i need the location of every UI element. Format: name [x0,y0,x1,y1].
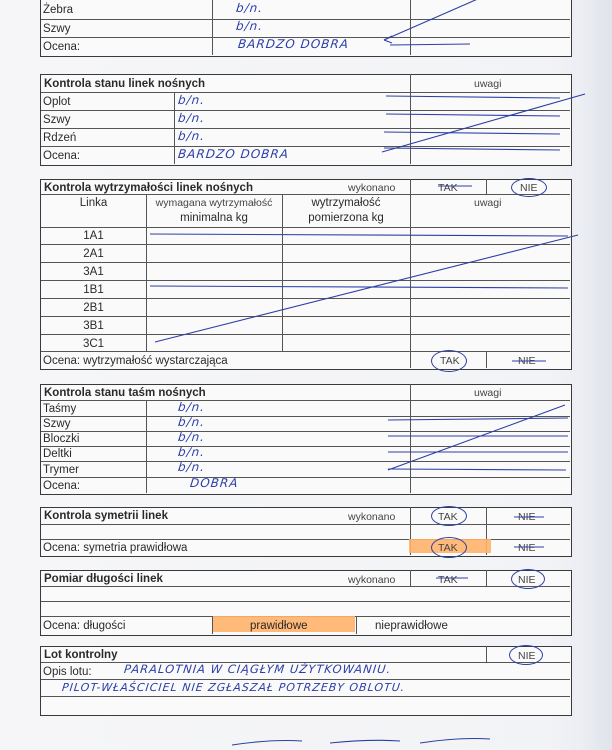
row-label-risers: Taśmy [43,403,77,415]
handwritten-braid: b/n. [177,93,206,107]
line-id-1B1: 1B1 [83,284,104,296]
symmetry-grade: Ocena: symetria prawidłowa [43,542,188,554]
performed-label: wykonano [348,182,396,194]
performed-no: NIE [518,511,536,523]
length-correct: prawidłowe [250,620,308,632]
column-header-line: Linka [79,197,108,209]
handwritten-pulleys: b/n. [177,430,206,444]
row-label-grade: Ocena: [43,150,81,162]
row-label-delta-links: Deltki [43,448,72,460]
handwritten-delta-links: b/n. [177,445,206,459]
circled-no [509,645,543,665]
performed-label: wykonano [348,574,396,586]
row-label-ribs: Żebra [43,4,74,16]
circled-no [511,178,547,197]
circled-yes [431,537,467,558]
section-title: Kontrola stanu taśm nośnych [44,387,206,399]
remarks-header: uwagi [474,387,502,399]
handwritten-flight-note-1: PARALOTNIA W CIĄGŁYM UŻYTKOWANIU. [123,662,393,676]
column-header-required-unit: minimalna kg [180,212,248,224]
section-title: Kontrola wytrzymałości linek nośnych [44,182,253,194]
section-title: Kontrola symetrii linek [44,510,168,522]
performed-yes: TAK [438,574,458,586]
circled-no [511,569,545,589]
performed-label: wykonano [348,511,396,523]
grade-no: NIE [518,542,536,554]
handwritten-grade: BARDZO DOBRA [237,37,350,51]
remarks-header: uwagi [474,197,502,209]
performed-no: NIE [520,182,538,194]
section-title: Kontrola stanu linek nośnych [44,78,206,90]
handwritten-ribs: b/n. [235,1,264,15]
handwritten-seams: b/n. [177,415,206,429]
column-header-measured-unit: pomierzona kg [308,212,384,224]
column-header-required: wymagana wytrzymałość [155,197,273,209]
line-id-3B1: 3B1 [83,320,104,332]
row-label-pulleys: Bloczki [43,433,80,445]
length-incorrect: nieprawidłowe [375,620,448,632]
row-label-seams: Szwy [43,114,71,126]
section-title: Pomiar długości linek [44,573,163,585]
grade-yes: TAK [440,355,460,367]
handwritten-seams: b/n. [235,19,264,33]
section-title: Lot kontrolny [44,649,118,661]
row-label-trimmer: Trymer [43,464,79,476]
handwritten-core: b/n. [177,129,206,143]
row-label-grade: Ocena: [43,41,81,53]
row-label-core: Rdzeń [43,132,77,144]
line-id-3C1: 3C1 [82,338,105,350]
handwritten-grade: BARDZO DOBRA [177,147,290,161]
line-id-3A1: 3A1 [83,266,104,278]
adjacent-page-edge [576,0,612,750]
length-grade: Ocena: długości [43,620,126,632]
circled-yes [431,506,467,526]
handwritten-trimmer: b/n. [177,460,206,474]
grade-yes: TAK [438,542,458,554]
handwritten-grade: DOBRA [189,476,240,490]
flight-description-label: Opis lotu: [43,666,92,678]
line-id-2A1: 2A1 [83,248,104,260]
row-label-seams: Szwy [43,23,71,35]
test-flight-no: NIE [518,650,536,662]
handwritten-seams: b/n. [177,111,206,125]
line-id-1A1: 1A1 [83,230,104,242]
handwritten-risers: b/n. [177,400,206,414]
strength-grade: Ocena: wytrzymałość wystarczająca [43,355,228,367]
handwritten-flight-note-2: PILOT-WŁAŚCICIEL NIE ZGŁASZAŁ POTRZEBY OBLOTU. [61,681,406,694]
column-header-measured: wytrzymałość [311,197,381,209]
row-label-grade: Ocena: [43,480,81,492]
performed-yes: TAK [438,511,458,523]
performed-no: NIE [518,574,536,586]
row-label-braid: Oplot [43,96,71,108]
line-id-2B1: 2B1 [83,302,104,314]
remarks-header: uwagi [474,78,502,90]
grade-no: NIE [518,355,536,367]
circled-yes [431,350,467,372]
row-label-seams: Szwy [43,418,71,430]
performed-yes: TAK [438,182,458,194]
